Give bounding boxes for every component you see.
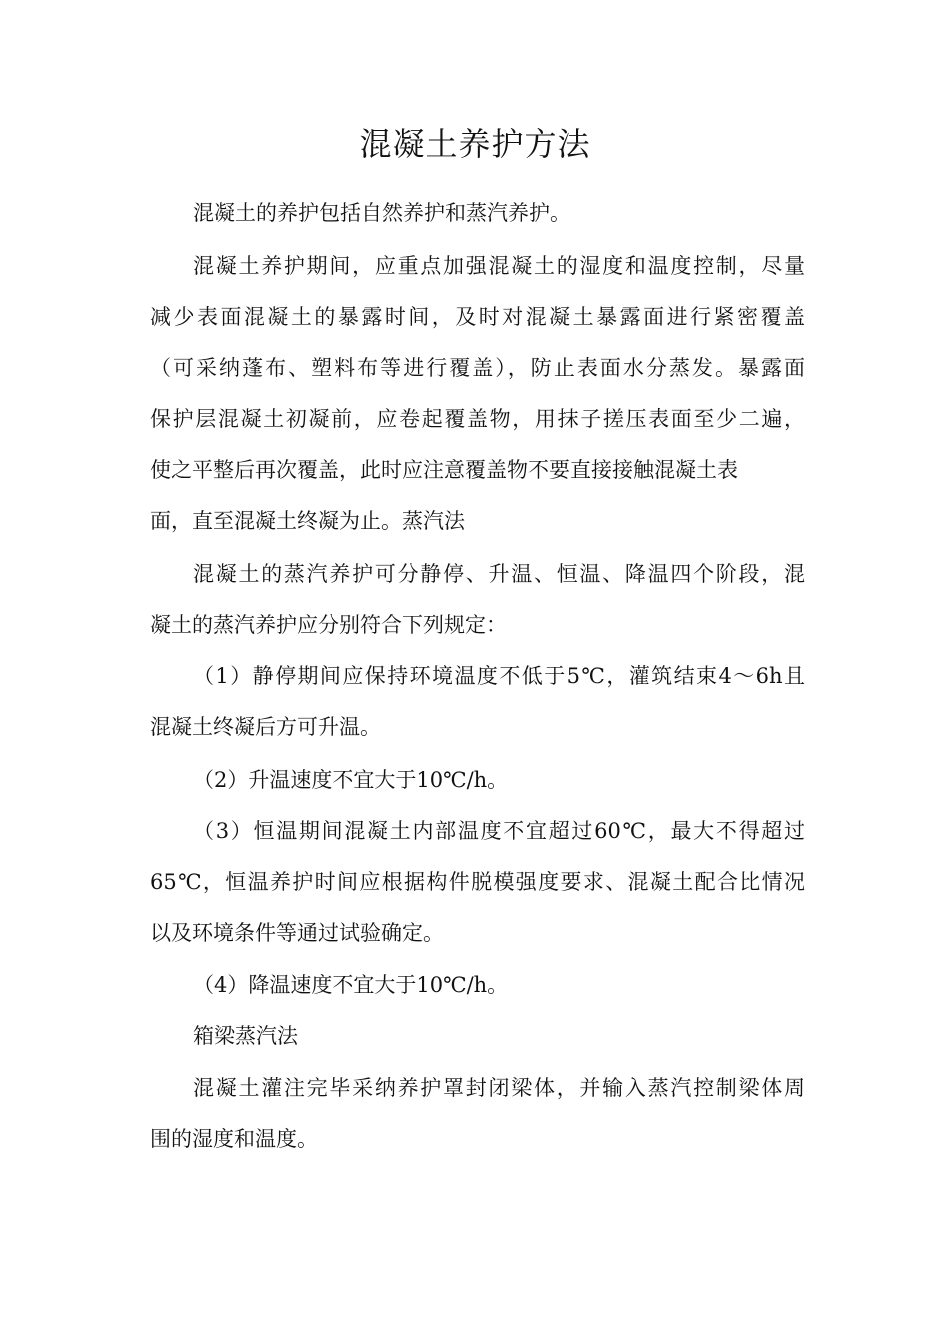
paragraph-line: 使之平整后再次覆盖，此时应注意覆盖物不要直接接触混凝土表 xyxy=(150,458,738,482)
paragraph-line: 混凝土的养护包括自然养护和蒸汽养护。 xyxy=(193,201,571,225)
paragraph-line: 保护层混凝土初凝前，应卷起覆盖物，用抹子搓压表面至少二遍， xyxy=(150,407,805,431)
list-item-line: 混凝土终凝后方可升温。 xyxy=(150,715,381,739)
list-item-line: （3）恒温期间混凝土内部温度不宜超过60℃，最大不得超过 xyxy=(193,819,805,843)
paragraph-line: 围的湿度和温度。 xyxy=(150,1127,318,1151)
page-title: 混凝土养护方法 xyxy=(359,125,591,163)
paragraph-line: 减少表面混凝土的暴露时间，及时对混凝土暴露面进行紧密覆盖 xyxy=(150,305,805,329)
section-heading: 箱梁蒸汽法 xyxy=(193,1024,298,1048)
paragraph-line: 混凝土灌注完毕采纳养护罩封闭梁体，并输入蒸汽控制梁体周 xyxy=(193,1076,805,1100)
paragraph-line: 凝土的蒸汽养护应分别符合下列规定： xyxy=(150,613,507,637)
list-item-line: （2）升温速度不宜大于10℃/h。 xyxy=(193,768,509,792)
list-item-line: （1）静停期间应保持环境温度不低于5℃，灌筑结束4～6h且 xyxy=(193,664,805,688)
paragraph-line: 面，直至混凝土终凝为止。蒸汽法 xyxy=(150,509,465,533)
paragraph-line: 混凝土的蒸汽养护可分静停、升温、恒温、降温四个阶段，混 xyxy=(193,562,805,586)
list-item-line: 以及环境条件等通过试验确定。 xyxy=(150,921,444,945)
paragraph-line: （可采纳蓬布、塑料布等进行覆盖），防止表面水分蒸发。暴露面 xyxy=(150,356,805,380)
paragraph-line: 混凝土养护期间，应重点加强混凝土的湿度和温度控制，尽量 xyxy=(193,254,805,278)
list-item-line: 65℃，恒温养护时间应根据构件脱模强度要求、混凝土配合比情况 xyxy=(150,870,805,894)
list-item-line: （4）降温速度不宜大于10℃/h。 xyxy=(193,973,509,997)
